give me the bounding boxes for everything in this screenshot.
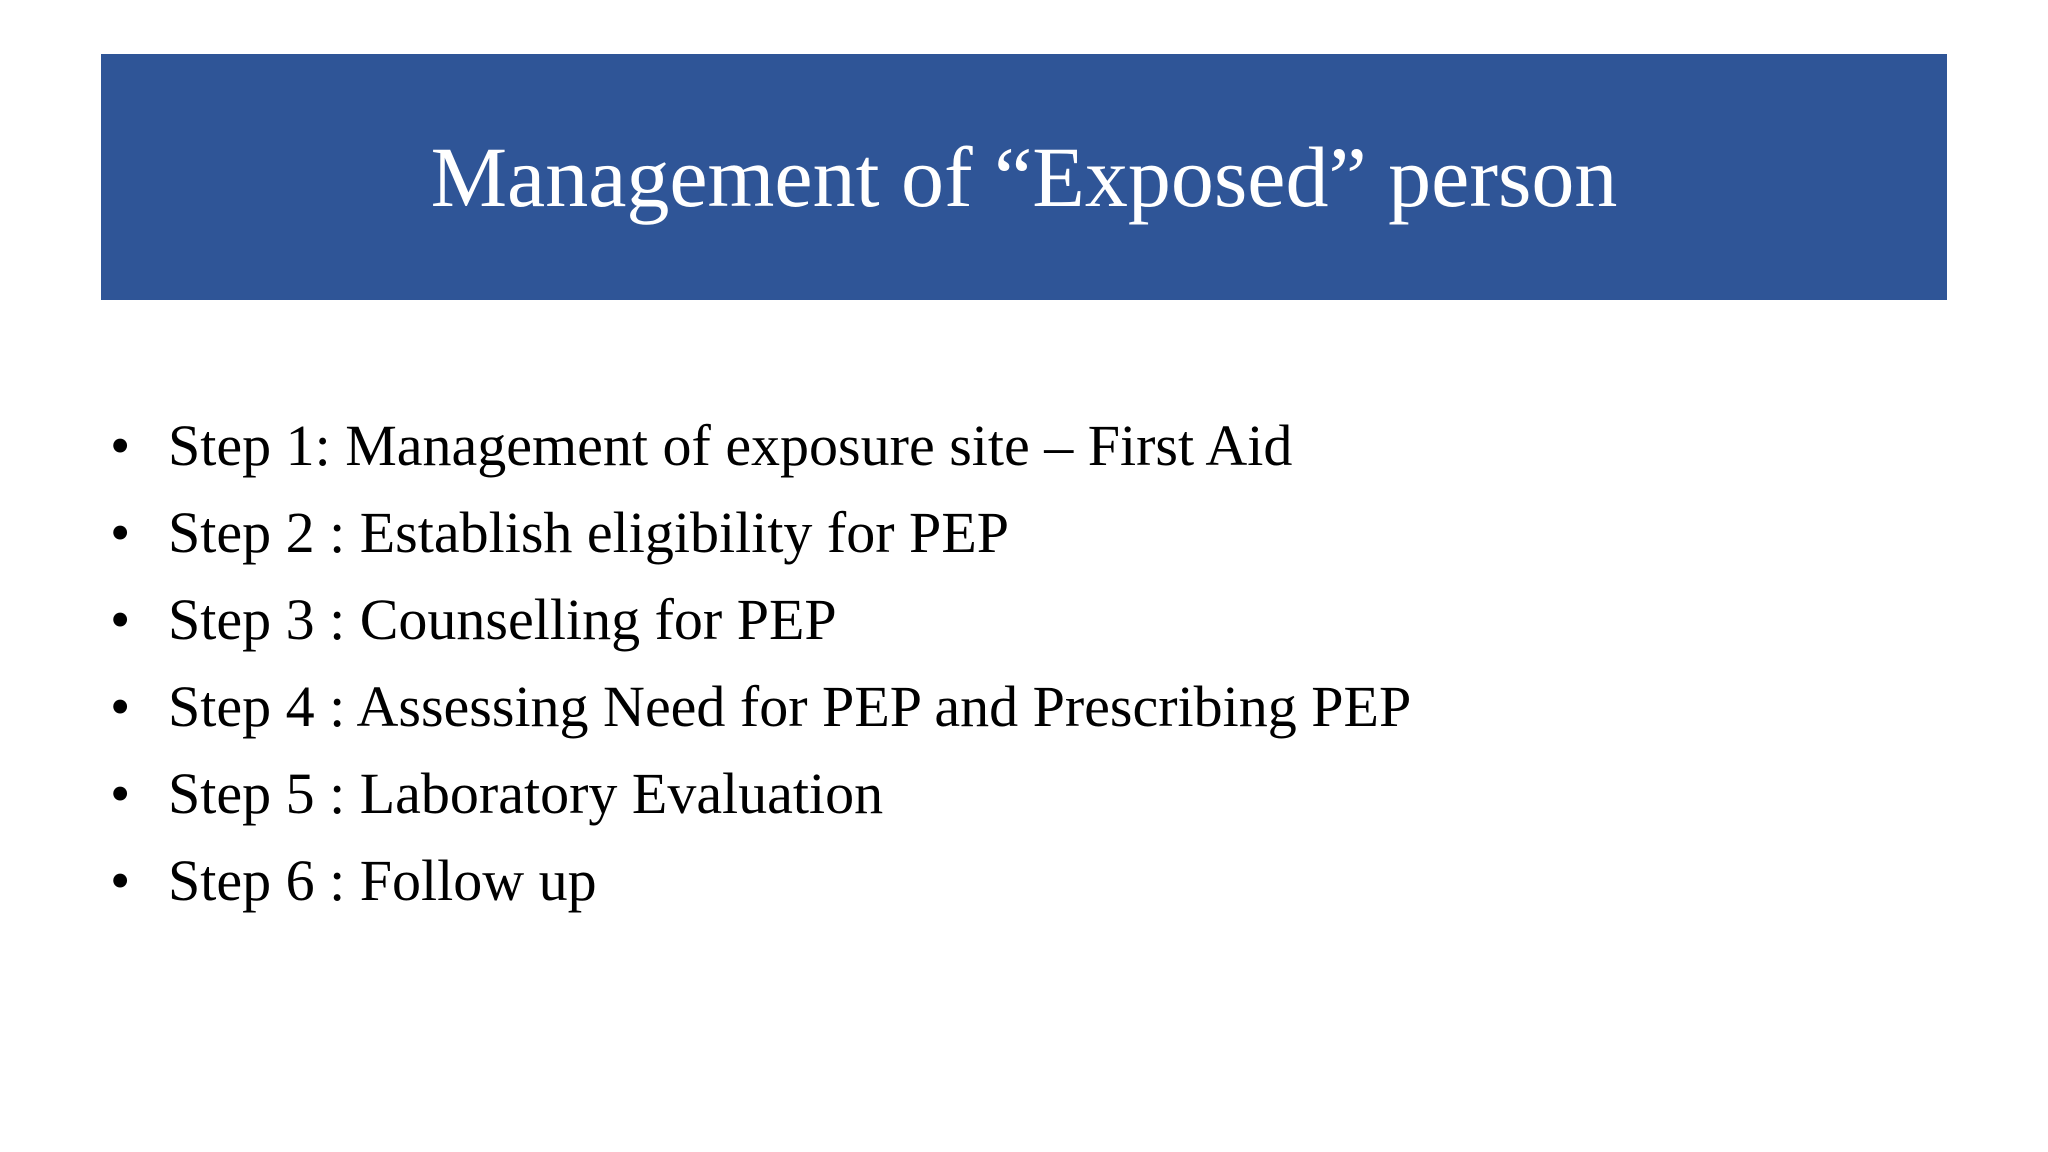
list-item-text: Step 6 : Follow up [168,848,597,913]
list-item-text: Step 5 : Laboratory Evaluation [168,761,884,826]
bullet-icon: • [110,587,131,652]
list-item [110,576,1910,663]
list-item-text: Step 2 : Establish eligibility for PEP [168,500,1009,565]
list-item [110,750,1910,837]
bullet-icon: • [110,848,131,913]
list-item-text: Step 4 : Assessing Need for PEP and Prescribing PEP [168,674,1412,739]
bullet-icon: • [110,413,131,478]
list-item-text: Step 3 : Counselling for PEP [168,587,837,652]
list-item [110,663,1910,750]
list-item [110,489,1910,576]
slide-title: Management of “Exposed” person [430,129,1618,225]
bullet-icon: • [110,674,131,739]
bullet-icon: • [110,761,131,826]
list-item [110,837,1910,924]
bullet-icon: • [110,500,131,565]
list-item-text: Step 1: Management of exposure site – First Aid [168,413,1293,478]
bullet-list [110,402,1910,924]
title-banner [101,54,1947,300]
list-item [110,402,1910,489]
